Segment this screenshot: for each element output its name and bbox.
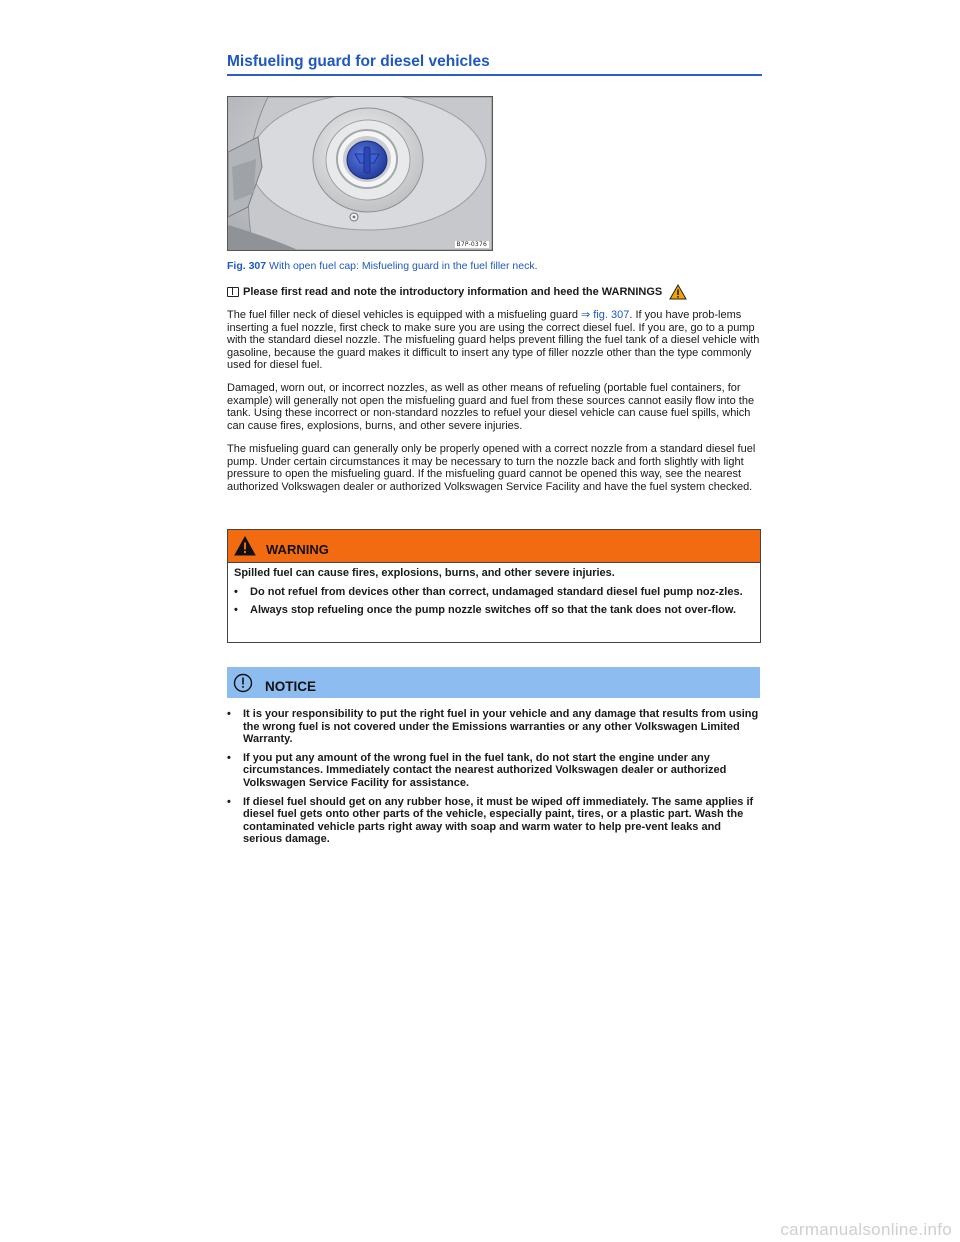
notice-list [227,708,761,852]
paragraph-1-text-a: The fuel filler neck of diesel vehicles is equipped with a misfueling guard [227,309,582,321]
bullet-symbol: • [234,604,238,617]
figure-caption-text: With open fuel cap: Misfueling guard in the fuel filler neck. [269,260,538,272]
warning-bullet [234,604,754,617]
notice-item [227,708,761,746]
intro-text: Please first read and note the introductory information and heed the WARNINGS [243,286,663,298]
notice-item [227,796,761,846]
notice-item-text: It is your responsibility to put the right fuel in your vehicle and any damage that results from using the wrong fuel is not covered under the Emissions warranties or any other Volkswagen Limited Warranty. [243,708,759,746]
warning-label: WARNING [266,541,329,557]
figure-caption [227,260,538,272]
fuel-filler-illustration [228,97,492,250]
notice-label: NOTICE [265,678,317,694]
paragraph-misfueling-guard [227,309,761,372]
notice-item-text: If diesel fuel should get on any rubber hose, it must be wiped off immediately. The same applies if diesel fuel gets onto other parts of the vehicle, especially paint, tires, or a plastic part. Wash the contaminated vehicle parts right away with soap and warm water to help pre-vent leaks and serious damage. [243,795,754,846]
paragraph-1-text-b: . If you have prob-lems inserting a fuel nozzle, first check to make sure you are using the correct diesel fuel. If you are, go to a pump with the standard diesel nozzle. The misfueling guard helps prevent filling the fuel tank of a diesel vehicle with gasoline, because the guard makes it difficult to insert any type of filler nozzle other than the type commonly used for diesel fuel. [227,309,760,372]
warning-bullet-text: Always stop refueling once the pump nozzle switches off so that the tank does not over-flow. [250,604,737,617]
warning-box [227,529,761,643]
bullet-symbol: • [234,585,238,598]
bullet-symbol: • [227,708,231,720]
paragraph-damaged-nozzles: Damaged, worn out, or incorrect nozzles, as well as other means of refueling (portable fuel containers, for example) will generally not open the misfueling guard and fuel from these sources cannot easily flow into the tank. Using these incorrect or non-standard nozzles to refuel your diesel vehicle can cause fuel spills, which can cause fires, explosions, burns, and other severe injuries. [227,382,755,432]
notice-item-text: If you put any amount of the wrong fuel in the fuel tank, do not start the engine under any circumstances. Immediately contact the nearest authorized Volkswagen dealer or authorized Volkswagen Service Facility for assistance. [243,751,727,789]
figure-caption-label: Fig. 307 [227,260,267,272]
intro-note [227,284,687,300]
notice-item [227,752,761,790]
warning-bullet-text: Do not refuel from devices other than correct, undamaged standard diesel fuel pump noz-zles. [250,585,743,598]
exclamation-circle-icon [233,673,253,693]
fuel-filler-figure [227,96,493,251]
bullet-symbol: • [227,751,231,764]
paragraph-opening-guard: The misfueling guard can generally only be properly opened with a correct nozzle from a standard diesel fuel pump. Under certain circumstances it may be necessary to turn the nozzle back and forth slightly with light pressure to open the misfueling guard. If the misfueling guard cannot be opened this way, see the nearest authorized Volkswagen dealer or authorized Volkswagen Service Facility and have the fuel system checked. [227,443,756,493]
bullet-symbol: • [227,795,231,808]
warning-triangle-icon[interactable] [669,284,687,300]
notice-header [227,667,760,698]
warning-bullet [234,586,754,599]
page-title: Misfueling guard for diesel vehicles [227,53,762,76]
warning-header [228,530,760,563]
warning-body [228,563,760,617]
watermark: carmanualsonline.info [780,1220,952,1239]
book-icon [227,287,239,297]
figure-code: B7P-0376 [456,241,487,248]
figure-link[interactable]: ⇒ fig. 307 [581,309,630,321]
warning-triangle-icon [234,536,256,556]
warning-lead: Spilled fuel can cause fires, explosions, burns, and other severe injuries. [234,567,615,579]
